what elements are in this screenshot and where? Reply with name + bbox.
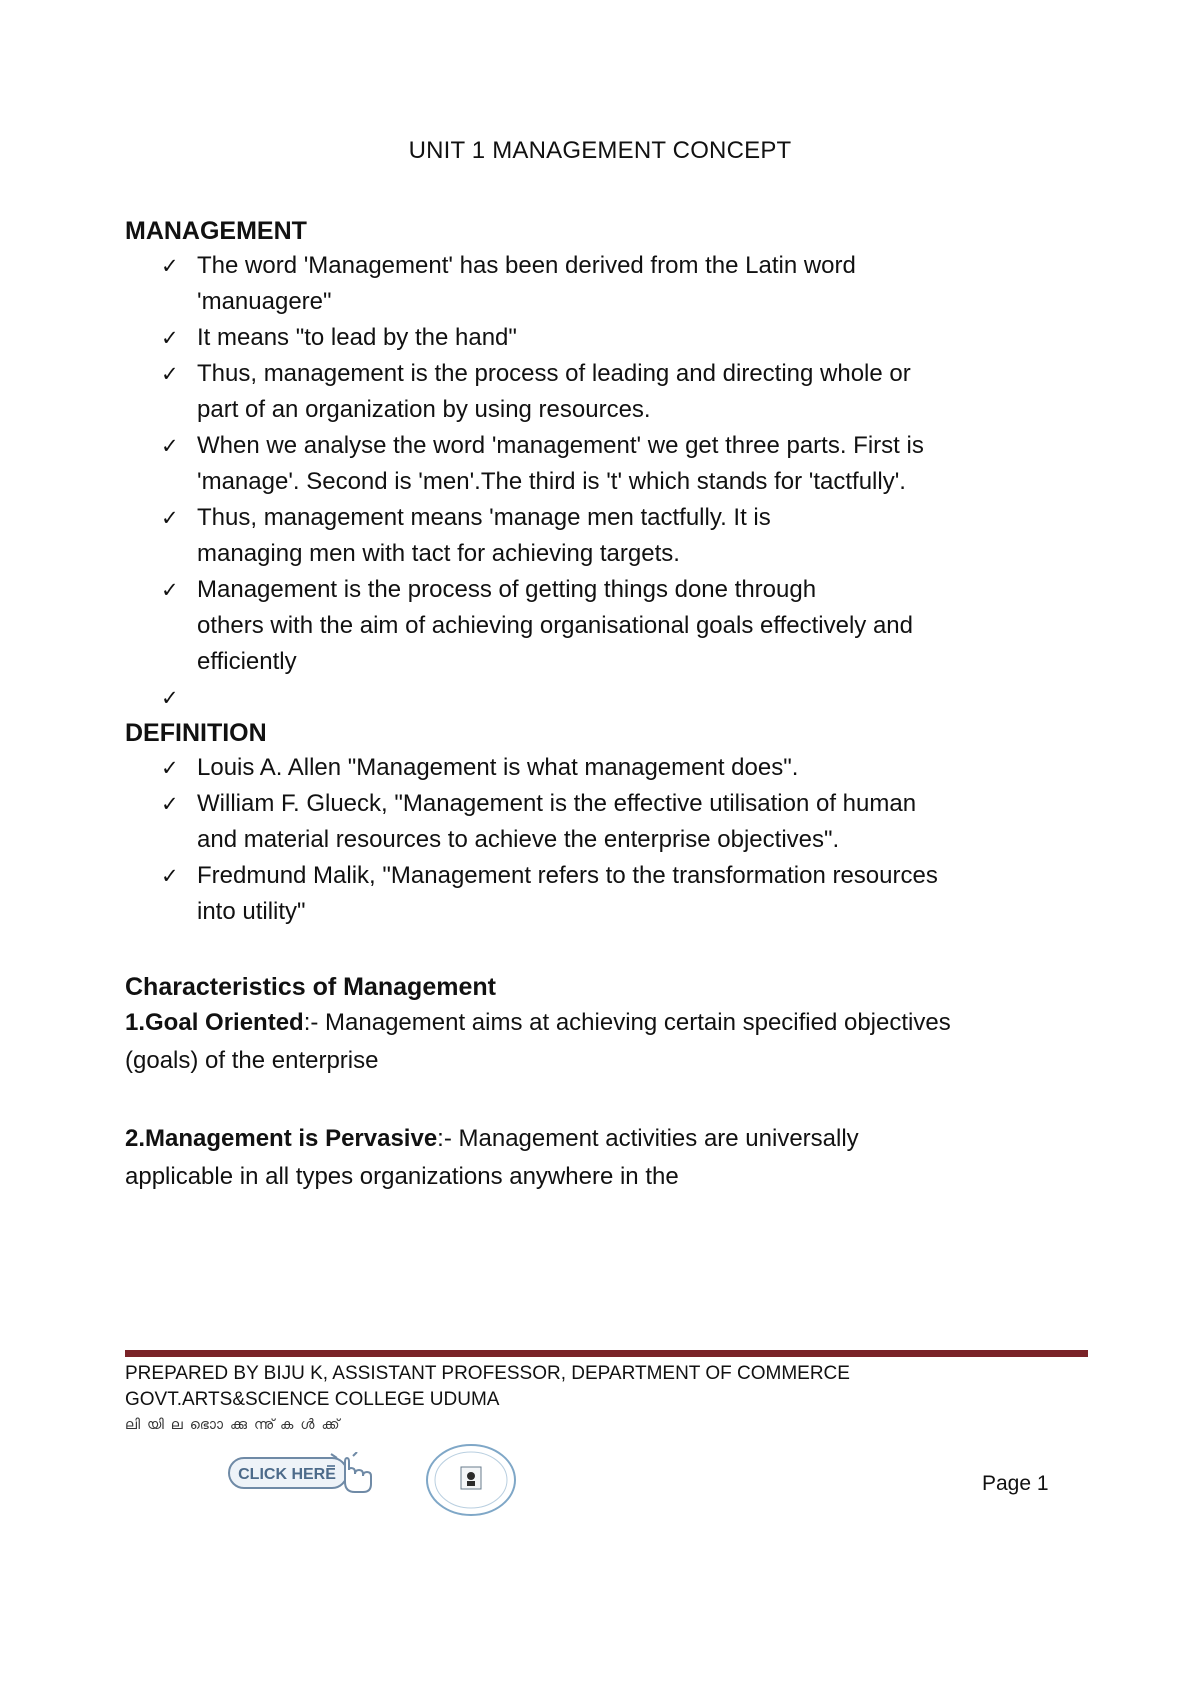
click-here-graphic — [227, 1452, 377, 1496]
footer-malayalam-text: ലിയിലഭൊാക്കുന്നു്കൾക്ക് — [125, 1417, 347, 1433]
footer-line-college: GOVT.ARTS&SCIENCE COLLEGE UDUMA — [125, 1389, 500, 1410]
check-mark-icon: ✓ — [161, 686, 179, 710]
list-item: ✓ Management is the process of getting things done through others with the aim of achieving organisational goals effectively and efficiently — [125, 572, 1085, 680]
paragraph-pervasive: 2.Management is Pervasive:- Management activities are universally applicable in all types organizations anywhere in the — [125, 1125, 859, 1190]
section-heading-definition: DEFINITION — [125, 719, 267, 747]
paragraph-goal-oriented: 1.Goal Oriented:- Management aims at achieving certain specified objectives (goals) of the enterprise — [125, 1009, 951, 1074]
click-here-button[interactable] — [227, 1452, 377, 1496]
main-content — [125, 214, 1085, 1196]
list-item: ✓ William F. Glueck, "Management is the effective utilisation of human and material resources to achieve the enterprise objectives". — [125, 786, 1085, 858]
management-list — [125, 248, 1085, 716]
college-seal-icon — [425, 1443, 517, 1517]
section-heading-management: MANAGEMENT — [125, 217, 307, 245]
check-mark-icon: ✓ — [161, 326, 179, 350]
check-mark-icon: ✓ — [161, 756, 179, 780]
page-number: Page 1 — [982, 1472, 1049, 1495]
list-item: ✓ Fredmund Malik, "Management refers to the transformation resources into utility" — [125, 858, 1085, 930]
list-item: ✓ Thus, management is the process of leading and directing whole or part of an organization by using resources. — [125, 356, 1085, 428]
section-heading-characteristics: Characteristics of Management — [125, 973, 496, 1001]
list-item: ✓ When we analyse the word 'management' we get three parts. First is 'manage'. Second is 'men'.The third is 't' which stands for 'tactfully'. — [125, 428, 1085, 500]
list-item: ✓ Louis A. Allen "Management is what management does". — [125, 750, 1085, 786]
definition-list — [125, 750, 1085, 930]
check-mark-icon: ✓ — [161, 864, 179, 888]
term-pervasive: 2.Management is Pervasive — [125, 1125, 438, 1152]
check-mark-icon: ✓ — [161, 254, 179, 278]
footer-credits — [125, 1361, 850, 1413]
list-item: ✓ Thus, management means 'manage men tactfully. It is managing men with tact for achieving targets. — [125, 500, 1085, 572]
list-item: ✓ It means "to lead by the hand" — [125, 320, 1085, 356]
check-mark-icon: ✓ — [161, 792, 179, 816]
list-item-empty — [125, 680, 1085, 716]
check-mark-icon: ✓ — [161, 434, 179, 458]
footer-line-author: PREPARED BY BIJU K, ASSISTANT PROFESSOR, DEPARTMENT OF COMMERCE — [125, 1363, 850, 1384]
term-goal-oriented: 1.Goal Oriented — [125, 1009, 304, 1036]
footer-divider — [125, 1350, 1088, 1357]
check-mark-icon: ✓ — [161, 578, 179, 602]
check-mark-icon: ✓ — [161, 362, 179, 386]
check-mark-icon: ✓ — [161, 506, 179, 530]
list-item: ✓ The word 'Management' has been derived from the Latin word 'manuagere" — [125, 248, 1085, 320]
click-here-label: CLICK HERE — [238, 1466, 336, 1483]
page-title: UNIT 1 MANAGEMENT CONCEPT — [408, 137, 792, 164]
